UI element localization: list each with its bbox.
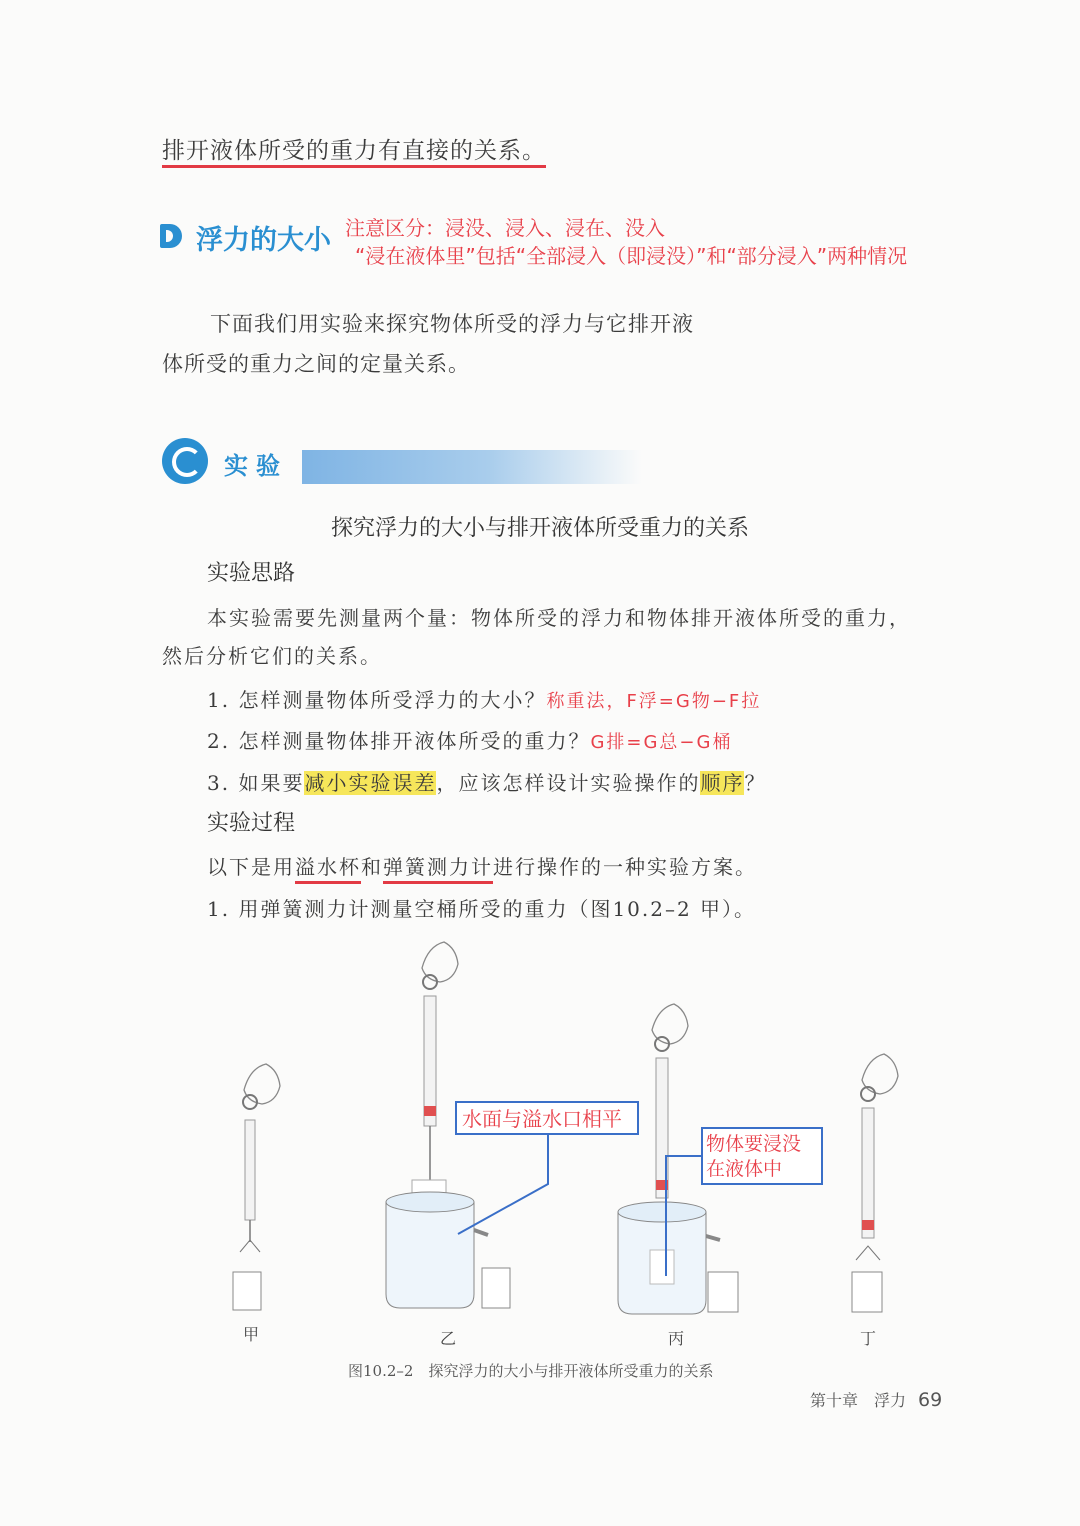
handwritten-note-2: “浸在液体里”包括“全部浸入（即浸没）”和“部分浸入”两种情况 <box>355 244 908 268</box>
question-3-part-c: ？ <box>744 771 767 795</box>
banner-gradient-band <box>302 450 642 484</box>
question-2-note: G排=G总−G桶 <box>590 732 733 753</box>
step-1: 1. 用弹簧测力计测量空桶所受的重力（图10.2–2 甲）。 <box>207 897 757 921</box>
figure-caption: 图10.2–2 探究浮力的大小与排开液体所受重力的关系 <box>348 1362 714 1380</box>
label-bing: 丙 <box>668 1329 685 1348</box>
top-line-text: 排开液体所受的重力有直接的关系。 <box>162 138 546 164</box>
experiment-title: 探究浮力的大小与排开液体所受重力的关系 <box>330 516 749 541</box>
question-2-text: 2. 怎样测量物体排开液体所受的重力？ <box>207 729 591 753</box>
process-part-a: 以下是用 <box>207 855 295 879</box>
question-1 <box>207 684 761 713</box>
question-1-text: 1. 怎样测量物体所受浮力的大小？ <box>207 688 547 712</box>
hand-icon <box>244 1064 280 1104</box>
callout-text-2b: 在液体中 <box>706 1158 783 1180</box>
intro-line-2: 体所受的重力之间的定量关系。 <box>162 352 470 376</box>
process-part-b: 和 <box>361 855 383 879</box>
experiment-figure <box>200 930 940 1348</box>
overflow-cup <box>386 1202 474 1308</box>
callout-text-2a: 物体要浸没 <box>706 1133 802 1155</box>
collecting-bucket <box>482 1268 510 1308</box>
apparatus-ding <box>852 1054 898 1312</box>
highlight-order: 顺序 <box>700 771 745 795</box>
question-2 <box>207 725 732 754</box>
question-3-part-a: 3. 如果要 <box>207 771 305 795</box>
idea-heading: 实验思路 <box>207 561 296 586</box>
underlined-overflow-cup: 溢水杯 <box>295 855 361 879</box>
full-bucket <box>852 1272 882 1312</box>
idea-text-2: 然后分析它们的关系。 <box>162 644 382 668</box>
magnifier-icon <box>162 438 208 484</box>
collecting-bucket <box>708 1272 738 1312</box>
underlined-spring-scale: 弹簧测力计 <box>383 855 493 879</box>
process-part-c: 进行操作的一种实验方案。 <box>493 855 757 879</box>
highlight-error: 减小实验误差 <box>304 771 437 795</box>
section-marker-icon <box>160 224 182 248</box>
handwritten-note-1: 注意区分：浸没、浸入、浸在、没入 <box>345 216 665 240</box>
label-yi: 乙 <box>440 1329 457 1348</box>
label-jia: 甲 <box>243 1325 260 1344</box>
experiment-banner <box>162 438 662 490</box>
process-heading: 实验过程 <box>207 811 296 836</box>
question-3 <box>207 767 766 796</box>
chapter-label: 第十章 浮力 <box>810 1391 907 1410</box>
process-intro <box>207 851 757 880</box>
callout-text-1: 水面与溢水口相平 <box>462 1107 622 1131</box>
question-1-note: 称重法，F浮=G物−F拉 <box>546 691 762 712</box>
question-3-part-b: ，应该怎样设计实验操作的 <box>436 771 701 795</box>
page-number: 69 <box>918 1389 943 1411</box>
spring-scale <box>245 1120 255 1220</box>
label-ding: 丁 <box>860 1329 877 1348</box>
intro-line-1: 下面我们用实验来探究物体所受的浮力与它排开液 <box>210 312 694 336</box>
page-footer <box>810 1388 942 1411</box>
experiment-label: 实验 <box>224 452 288 480</box>
apparatus-jia <box>233 1064 280 1310</box>
section-title: 浮力的大小 <box>196 225 331 256</box>
submerged-object <box>650 1250 674 1284</box>
spring-scale <box>862 1108 874 1238</box>
empty-bucket <box>233 1272 261 1310</box>
idea-text-1: 本实验需要先测量两个量：物体所受的浮力和物体排开液体所受的重力， <box>207 606 911 630</box>
